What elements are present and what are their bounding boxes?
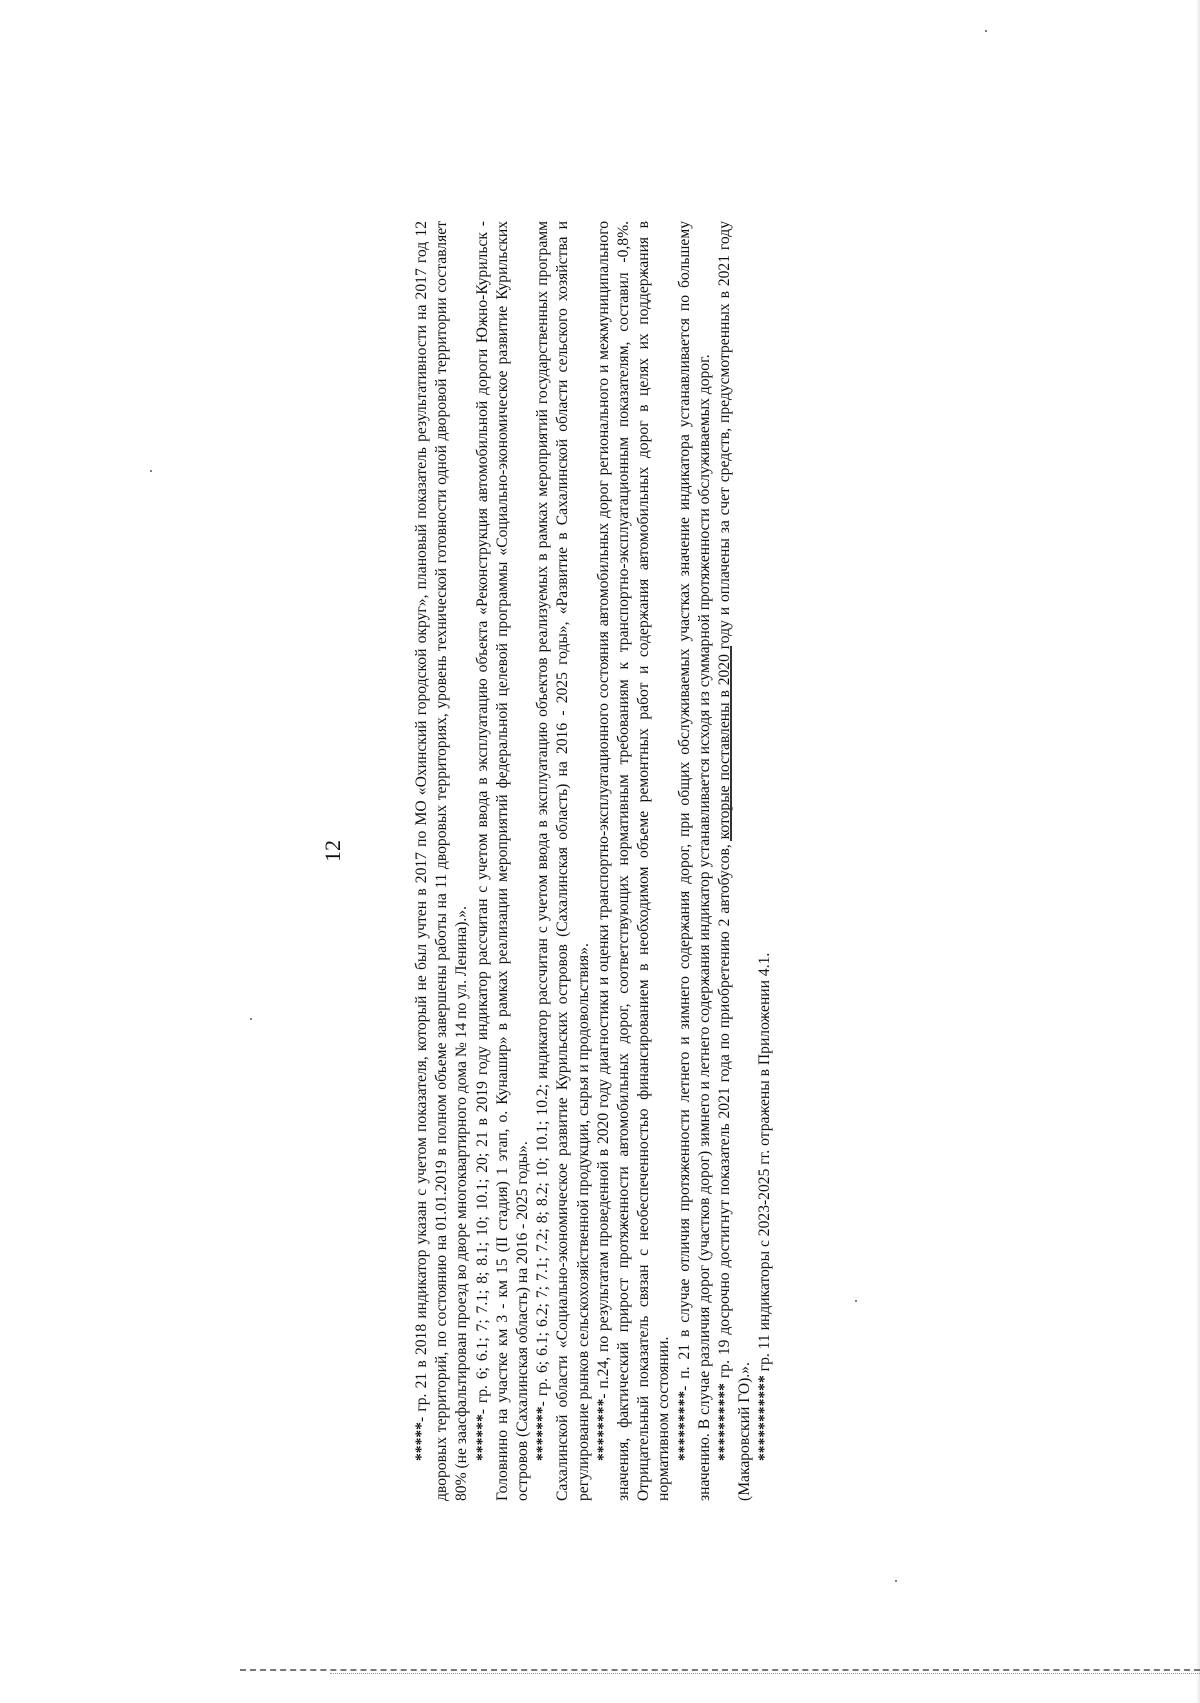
footnotes-block xyxy=(412,221,776,1501)
scan-edge-shadow xyxy=(1196,0,1200,1703)
scan-speck xyxy=(855,1300,857,1302)
page-number: 12 xyxy=(320,840,345,862)
footnote-text: - гр. 6; 6.1; 6.2; 7; 7.1; 7.2; 8; 8.2; 10; 10.1; 10.2; индикатор рассчитан с учетом ввода в эксплуатацию объектов реализуемых в рамках мероприятий государственных программ Сахалинской области «Социально-экономическое развитие Курильских островов (Сахалинская область) на 2016 - 2025 годы», «Развитие в Сахалинской области сельского хозяйства и регулирование рынков сельскохозяйственной продукции, сырья и продовольствия». xyxy=(534,221,592,1501)
rotated-page-content xyxy=(320,71,880,1631)
footnote-marker: ****** xyxy=(473,1414,491,1461)
scan-artifact-line xyxy=(330,1673,1200,1674)
footnote-7 xyxy=(755,221,775,1501)
footnote-marker: ******** xyxy=(594,1398,612,1461)
scan-speck xyxy=(150,470,152,472)
footnote-1 xyxy=(412,221,473,1501)
scan-speck xyxy=(250,1018,252,1020)
scan-speck xyxy=(985,30,987,32)
scan-artifact-line xyxy=(240,1669,1200,1671)
footnote-marker: ******* xyxy=(534,1406,552,1461)
footnote-text: гр. 19 досрочно достигнут показатель 2021 года по приобретению 2 автобусов, которые поставлены в 2020 году и оплачены за счет средств, предусмотренных в 2021 году (Макаровский ГО).». xyxy=(716,221,754,1501)
footnote-4 xyxy=(594,221,675,1501)
footnote-text: - гр. 21 в 2018 индикатор указан с учетом показателя, который не был учтен в 2017 по МО «Охинский городской округ», плановый показатель результативности на 2017 год 12 дворовых территорий, по состоянию на 01.01.2019 в полном объеме завершены работы на 11 дворовых территориях, уровень технической готовности одной дворовой территории составляет 80% (не заасфальтирован проезд во дворе многоквартирного дома № 14 по ул. Ленина).». xyxy=(413,221,471,1501)
footnote-5 xyxy=(675,221,715,1501)
scan-bottom-artifact xyxy=(0,1663,1200,1703)
scan-speck xyxy=(895,1580,897,1582)
footnote-3 xyxy=(533,221,594,1501)
footnote-marker: *********** xyxy=(756,1375,774,1461)
footnote-marker: ***** xyxy=(413,1422,430,1461)
footnote-marker: ********** xyxy=(716,1383,734,1461)
footnote-marker: ********* xyxy=(675,1390,693,1461)
footnote-text: - гр. 6; 6.1; 7; 7.1; 8; 8.1; 10; 10.1; 20; 21 в 2019 году индикатор рассчитан с учетом ввода в эксплуатацию объекта «Реконструкция автомобильной дороги Южно-Курильск - Головнино на участке км 3 - км 15 (II стадия) 1 этап, о. Кунашир» в рамках реализации мероприятий федеральной целевой программы «Социально-экономическое развитие Курильских островов (Сахалинская область) на 2016 - 2025 годы». xyxy=(473,221,532,1501)
footnote-text: - п. 21 в случае отличия протяженности летнего и зимнего содержания дорог, при общих обслуживаемых участках значение индикатора устанавливается по большему значению. В случае различия дорог (участков дорог) зимнего и летнего содержания индикатор устанавливается исходя из суммарной протяженности обслуживаемых дорог. xyxy=(675,221,713,1501)
footnote-6 xyxy=(715,221,755,1501)
footnote-separator-line xyxy=(730,646,732,841)
footnote-text: гр. 11 индикаторы с 2023-2025 гг. отражены в Приложении 4.1. xyxy=(756,952,774,1372)
footnote-text: - п.24, по результатам проведенной в 2020 году диагностики и оценки транспортно-эксплуатационного состояния автомобильных дорог регионального и межмуниципального значения, фактический прирост протяженности автомобильных дорог, соответствующих нормативным требованиям к транспортно-эксплуатационным показателям, составил -0,8%. Отрицательный показатель связан с необеспеченностью финансированием в необходимом объеме ремонтных работ и содержания автомобильных дорог в целях их поддержания в нормативном состоянии. xyxy=(594,221,673,1501)
footnote-2 xyxy=(473,221,534,1501)
